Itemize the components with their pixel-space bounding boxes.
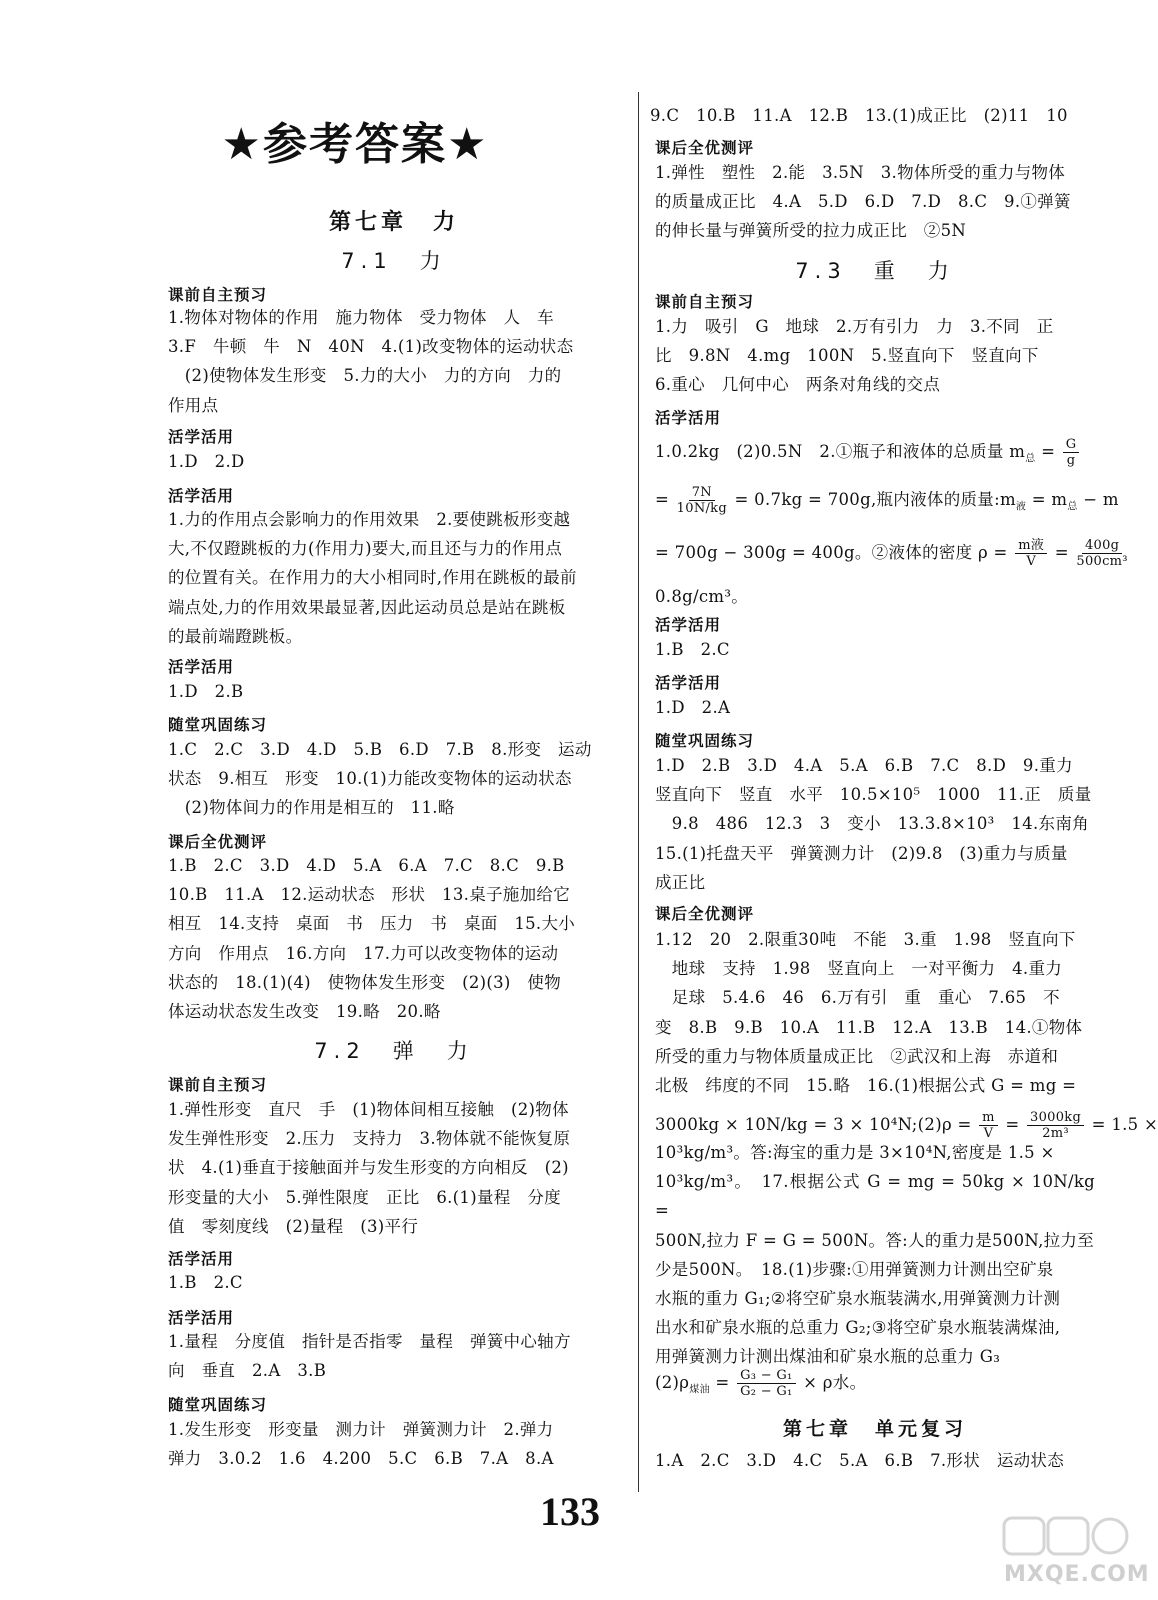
fraction: $\frac{\text{m液}}{V}$ — [1015, 538, 1047, 569]
formula-line: 1.0.2kg (2)0.5N 2.①瓶子和液体的总质量 $m_总$ = $\frac{G}{g}$ — [655, 437, 1081, 468]
answers-assessment: 1.B 2.C 3.D 4.D 5.A 6.A 7.C 8.C 9.B 10.B 11.A 12.运动状态 形状 13.桌子施加给它 相互 14.支持 桌面 书 压力 书 桌面 15.大小 方向 作用点 16.方向 17.力可以改变物体的运动 状态的 18.(1)(4) 使物体发生形变 (2)(3) 使物 体运动状态发生改变 19.略 20.略 — [168, 856, 576, 1022]
page-number: 133 — [540, 1489, 600, 1534]
watermark-text: MXQE.COM — [1004, 1562, 1150, 1587]
answers-assessment-continued: 10³kg/m³。答:海宝的重力是 3×10⁴N,密度是 1.5 × 10³kg/m³。 17.根据公式 G = mg = 50kg × 10N/kg = 500N,拉力 F = G = 500N。答:人的重力是500N,拉力至 少是500N。 18.(1)步骤:①用弹簧测力计测出空矿泉 水瓶的重力 G₁;②将空矿泉水瓶装满水,用弹簧测力计测 出水和矿泉水瓶的总重力 G₂;③将空矿泉水瓶装满煤油, 用弹簧测力计测出煤油和矿泉水瓶的总重力 G₃ — [655, 1143, 1095, 1367]
fraction: $\frac{400g}{\text{500cm³}}$ — [1076, 538, 1128, 569]
answers-consolidation: 1.D 2.B 3.D 4.A 5.A 6.B 7.C 8.D 9.重力 竖直向下 竖直 水平 10.5×10⁵ 1000 11.正 质量 9.8 486 12.3 3 变小 13.3.8×10³ 14.东南角 15.(1)托盘天平 弹簧测力计 (2)9.8 (3)重力与质量 成正比 — [655, 756, 1092, 892]
page-title: ★参考答案★ — [221, 119, 489, 170]
heading-practice: 活学活用 — [655, 409, 722, 427]
formula-line: $(2)\rho_{煤油}$ = $\frac{\text{G₃ − G₁}}{\text{G₂ − G₁}}$ × ρ水。 — [655, 1368, 867, 1399]
formula-line: = 700g − 300g = 400g。②液体的密度 ρ = $\frac{\text{m液}}{V}$ = $\frac{400g}{\text{500cm³}}$ — [655, 538, 1128, 569]
heading-practice: 活学活用 — [168, 658, 235, 676]
heading-practice: 活学活用 — [655, 674, 722, 692]
heading-assessment: 课后全优测评 — [168, 833, 268, 851]
answers-practice: 1.D 2.B — [168, 682, 244, 701]
heading-preview: 课前自主预习 — [168, 286, 268, 304]
answers-unit-review: 1.A 2.C 3.D 4.C 5.A 6.B 7.形状 运动状态 — [655, 1451, 1065, 1470]
section-7-3-title: 7.3 重 力 — [795, 259, 955, 283]
answers-practice: 1.B 2.C — [655, 640, 730, 659]
heading-practice: 活学活用 — [168, 1250, 235, 1268]
column-divider — [638, 92, 639, 1492]
heading-practice: 活学活用 — [168, 1309, 235, 1327]
fraction: $\frac{7N}{10N/kg}$ — [676, 485, 727, 516]
watermark-badge-icon — [1000, 1512, 1130, 1562]
heading-consolidation: 随堂巩固练习 — [655, 732, 755, 750]
heading-preview: 课前自主预习 — [168, 1076, 268, 1094]
heading-consolidation: 随堂巩固练习 — [168, 716, 268, 734]
answers-practice: 1.D 2.A — [655, 698, 731, 717]
heading-consolidation: 随堂巩固练习 — [168, 1396, 268, 1414]
heading-preview: 课前自主预习 — [655, 293, 755, 311]
fraction: $\frac{3000kg}{\text{2m³}}$ — [1027, 1110, 1084, 1141]
answers-assessment: 1.弹性 塑性 2.能 3.5N 3.物体所受的重力与物体 的质量成正比 4.A 5.D 6.D 7.D 8.C 9.①弹簧 的伸长量与弹簧所受的拉力成正比 ②5N — [655, 163, 1071, 241]
heading-practice: 活学活用 — [168, 428, 235, 446]
fraction: $\frac{G}{g}$ — [1063, 437, 1080, 468]
watermark-logo — [1000, 1512, 1150, 1594]
answers-consolidation: 1.C 2.C 3.D 4.D 5.B 6.D 7.B 8.形变 运动 状态 9.相互 形变 10.(1)力能改变物体的运动状态 (2)物体间力的作用是相互的 11.略 — [168, 740, 592, 818]
answers-preview: 1.物体对物体的作用 施力物体 受力物体 人 车 3.F 牛顿 牛 N 40N 4.(1)改变物体的运动状态 (2)使物体发生形变 5.力的大小 力的方向 力的 作用点 — [168, 308, 574, 415]
heading-practice: 活学活用 — [168, 487, 235, 505]
formula-line: 3000kg × 10N/kg = 3 × 10⁴N;(2)ρ = $\frac{m}{V}$ = $\frac{3000kg}{\text{2m³}}$ = 1.5 × — [655, 1110, 1158, 1141]
answers-practice: 1.D 2.D — [168, 452, 245, 471]
answers-continued: 9.C 10.B 11.A 12.B 13.(1)成正比 (2)11 10 — [650, 106, 1068, 125]
answers-preview: 1.力 吸引 G 地球 2.万有引力 力 3.不同 正 比 9.8N 4.mg 100N 5.竖直向下 竖直向下 6.重心 几何中心 两条对角线的交点 — [655, 317, 1054, 395]
unit-review-title: 第七章 单元复习 — [782, 1418, 967, 1440]
chapter-title: 第七章 力 — [328, 210, 459, 235]
heading-assessment: 课后全优测评 — [655, 905, 755, 923]
answers-assessment: 1.12 20 2.限重30吨 不能 3.重 1.98 竖直向下 地球 支持 1.98 竖直向上 一对平衡力 4.重力 足球 5.4.6 46 6.万有引 重 重心 7.65 不 变 8.B 9.B 10.A 11.B 12.A 13.B 14.①物体 所受的重力与物体质量成正比 ②武汉和上海 赤道和 北极 纬度的不同 15.略 16.(1)根据公式 G = mg = — [655, 930, 1083, 1096]
section-7-1-title: 7.1 力 — [341, 249, 447, 273]
fraction: $\frac{m}{V}$ — [979, 1110, 998, 1141]
answers-preview: 1.弹性形变 直尺 手 (1)物体间相互接触 (2)物体 发生弹性形变 2.压力 支持力 3.物体就不能恢复原 状 4.(1)垂直于接触面并与发生形变的方向相反 (2) 形变量的大小 5.弹性限度 正比 6.(1)量程 分度 值 零刻度线 (2)量程 (3)平行 — [168, 1100, 571, 1236]
formula-line: = $\frac{7N}{10N/kg}$ = 0.7kg = 700g,瓶内液体的质量$:m_液 = m_总 - m$ — [655, 485, 1119, 516]
section-7-2-title: 7.2 弹 力 — [314, 1039, 474, 1063]
heading-practice: 活学活用 — [655, 616, 722, 634]
fraction: $\frac{\text{G₃ − G₁}}{\text{G₂ − G₁}}$ — [737, 1368, 795, 1399]
heading-assessment: 课后全优测评 — [655, 139, 755, 157]
answers-practice: 1.力的作用点会影响力的作用效果 2.要使跳板形变越 大,不仅蹬跳板的力(作用力)要大,而且还与力的作用点 的位置有关。在作用力的大小相同时,作用在跳板的最前 端点处,力的作用效果最显著,因此运动员总是站在跳板 的最前端蹬跳板。 — [168, 510, 577, 646]
answers-practice: 1.B 2.C — [168, 1273, 243, 1292]
answers-practice: 1.量程 分度值 指针是否指零 量程 弹簧中心轴方 向 垂直 2.A 3.B — [168, 1332, 571, 1381]
formula-line: 0.8g/cm³。 — [655, 587, 749, 606]
answers-consolidation: 1.发生形变 形变量 测力计 弹簧测力计 2.弹力 弹力 3.0.2 1.6 4.200 5.C 6.B 7.A 8.A — [168, 1420, 554, 1469]
